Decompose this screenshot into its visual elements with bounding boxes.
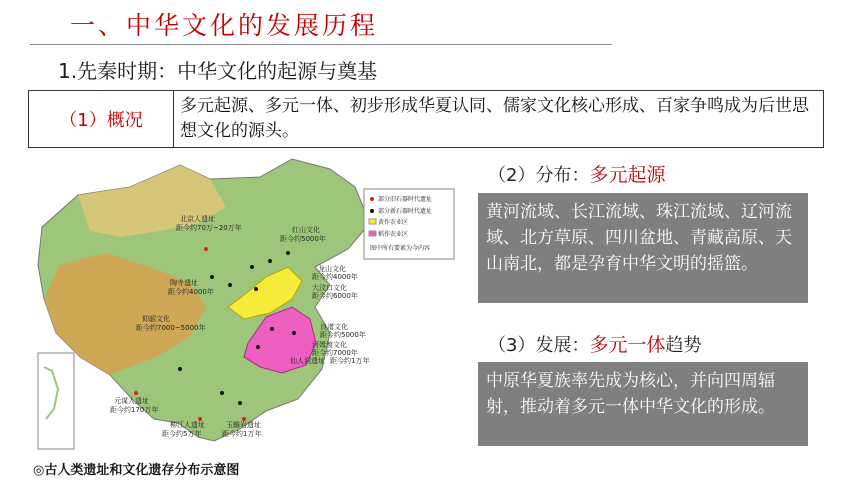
development-heading: （3）发展：多元一体趋势 [488, 334, 702, 356]
overview-label: （1）概况 [29, 91, 174, 147]
map-label-yuanmou: 元谋人遗址 [114, 397, 149, 405]
map-label-hemudu: 河姆渡文化 [312, 341, 347, 349]
overview-table [28, 90, 824, 148]
china-map [30, 157, 460, 459]
map-label-longshan-age: 距今约4000年 [312, 273, 358, 281]
distribution-heading: （2）分布：多元起源 [488, 164, 666, 186]
map-label-yuchanyan-age: 距今约1万年 [222, 430, 262, 438]
title-divider [30, 44, 612, 45]
map-label-liangzhu-age: 距今约5000年 [320, 331, 366, 339]
map-label-yangshao: 仰韶文化 [142, 315, 170, 323]
map-label-liujiang: 柳江人遗址 [170, 421, 205, 429]
distribution-box: 黄河流域、长江流域、珠江流域、辽河流域、北方草原、四川盆地、青藏高原、天山南北，都是孕育中华文明的摇篮。 [478, 193, 808, 303]
overview-text: 多元起源、多元一体、初步形成华夏认同、儒家文化核心形成、百家争鸣成为后世思想文化的源头。 [180, 96, 809, 141]
map-label-hemudu-age: 距今约7000年 [312, 349, 358, 357]
svg-text:稻作农业区: 稻作农业区 [378, 231, 409, 238]
map-label-xianren-age: 距今约1万年 [330, 357, 370, 365]
section-subtitle: 1.先秦时期：中华文化的起源与奠基 [58, 59, 378, 83]
map-label-yangshao-age: 距今约7000~5000年 [136, 324, 206, 332]
page-title: 一、中华文化的发展历程 [70, 11, 379, 40]
map-label-hongshan: 红山文化 [292, 226, 320, 234]
map-label-yuchanyan: 玉蟾岩遗址 [226, 421, 261, 429]
map-label-beijing-age: 距今约70万~20万年 [176, 224, 242, 232]
map-label-beijing: 北京人遗址 [180, 215, 215, 223]
development-box: 中原华夏族率先成为核心，并向四周辐射，推动着多元一体中华文化的形成。 [478, 362, 808, 446]
map-label-taosi: 陶寺遗址 [170, 279, 198, 287]
map-label-liangzhu: 良渚文化 [320, 323, 348, 331]
map-label-hongshan-age: 距今约5000年 [280, 235, 326, 243]
svg-text:部分新石器时代遗址: 部分新石器时代遗址 [378, 208, 433, 215]
map-label-xianren: 仙人洞遗址 [290, 357, 325, 365]
svg-text:图中所有要素为今内容: 图中所有要素为今内容 [370, 245, 431, 252]
map-legend [364, 189, 454, 259]
map-label-yuanmou-age: 距今约170万年 [110, 406, 159, 414]
svg-text:部分旧石器时代遗址: 部分旧石器时代遗址 [378, 196, 433, 203]
map-label-taosi-age: 距今约4000年 [168, 288, 214, 296]
map-caption: ◎古人类遗址和文化遗存分布示意图 [33, 463, 240, 478]
map-label-longshan: 龙山文化 [318, 265, 346, 273]
map-label-dawenkou: 大汶口文化 [312, 284, 347, 292]
svg-text:黄作农业区: 黄作农业区 [378, 219, 409, 226]
map-label-liujiang-age: 距今约5万年 [162, 430, 202, 438]
map-label-dawenkou-age: 距今约6000年 [312, 292, 358, 300]
